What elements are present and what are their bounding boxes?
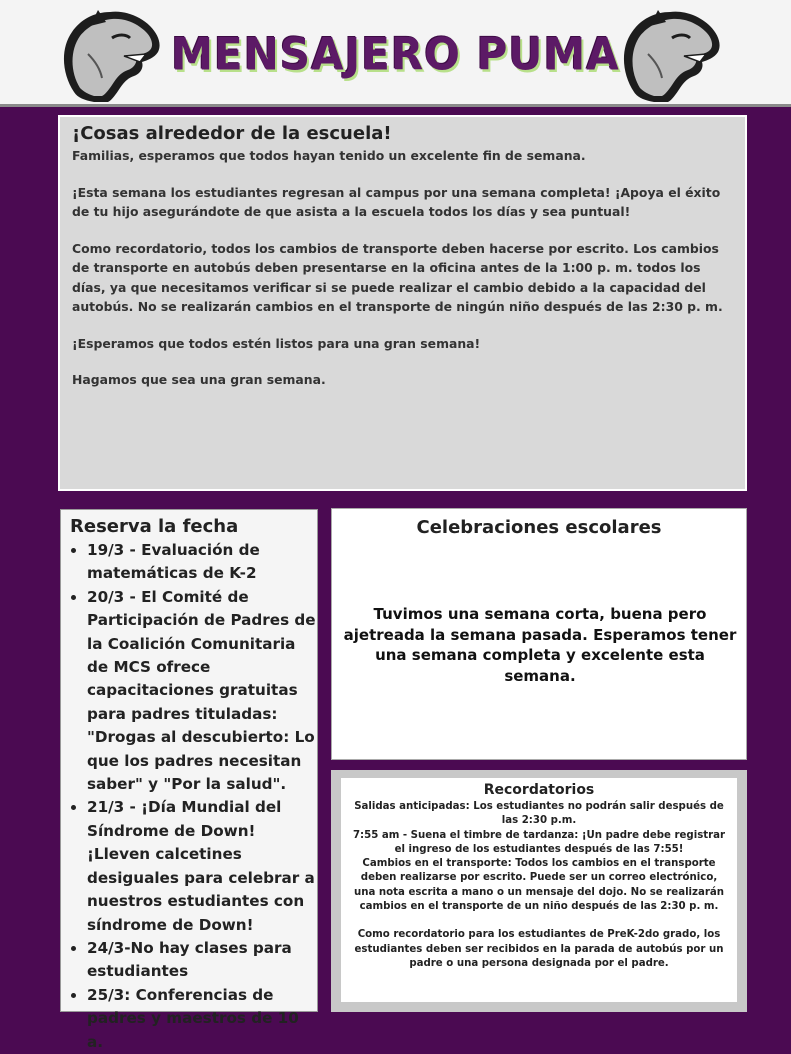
school-news-paragraph: Familias, esperamos que todos hayan tenido un excelente fin de semana. — [72, 148, 586, 163]
save-the-date-panel — [60, 509, 318, 1051]
school-news-heading: ¡Cosas alrededor de la escuela! — [72, 123, 392, 144]
reminder-line: Salidas anticipadas: Los estudiantes no podrán salir después de las 2:30 p.m. — [354, 801, 724, 827]
newsletter-header — [0, 0, 791, 107]
reminders-heading: Recordatorios — [483, 782, 595, 798]
celebrations-panel — [331, 508, 747, 760]
reminder-line: 7:55 am - Suena el timbre de tardanza: ¡Un padre debe registrar el ingreso de los estudiantes después de las 7:55! — [352, 829, 726, 855]
school-news-paragraph: ¡Esta semana los estudiantes regresan al campus por una semana completa! ¡Apoya el éxito de tu hijo asegurándote de que asista a la escuela todos los días y sea puntual! — [72, 184, 721, 219]
school-news-paragraph: Hagamos que sea una gran semana. — [72, 372, 326, 387]
school-news-panel — [58, 115, 747, 491]
reminder-line: Cambios en el transporte: Todos los cambios en el transporte deben realizarse por escrito. Puede ser un correo electrónico, una nota escrita a mano o un mensaje del dojo. No se realizarán cambios en el transporte de un niño después de las 2:30 p. m. — [353, 858, 725, 913]
save-the-date-list — [70, 539, 317, 1054]
reminders-card — [341, 778, 737, 1002]
reminder-note: Como recordatorio para los estudiantes de PreK-2do grado, los estudiantes deben ser recibidos en la parada de autobús por un padre o una persona designada por el padre. — [354, 929, 724, 969]
save-the-date-heading: Reserva la fecha — [70, 516, 239, 537]
celebrations-message: Tuvimos una semana corta, buena pero ajetreada la semana pasada. Esperamos tener una semana completa y excelente esta semana. — [343, 605, 737, 685]
list-item: • 21/3 - ¡Día Mundial del Síndrome de Down! ¡Lleven calcetines desiguales para celebrar a nuestros estudiantes con síndrome de Down! — [87, 796, 317, 936]
school-news-paragraph: Como recordatorio, todos los cambios de transporte deben hacerse por escrito. Los cambios de transporte en autobús deben presentarse en la oficina antes de la 1:00 p. m. todos los días, ya que necesitamos verificar si se puede realizar el cambio debido a la capacidad del autobús. No se realizarán cambios en el transporte de ningún niño después de las 2:30 p. m. — [72, 240, 723, 314]
list-item: • 24/3-No hay clases para estudiantes — [87, 937, 317, 984]
celebrations-heading: Celebraciones escolares — [416, 517, 662, 538]
reminders-panel — [331, 770, 747, 1012]
list-item: • 25/3: Conferencias de padres y maestros de 10 a. — [87, 984, 317, 1054]
school-news-paragraph: ¡Esperamos que todos estén listos para una gran semana! — [72, 335, 481, 351]
puma-head-icon — [614, 4, 724, 102]
newsletter-title: MENSAJERO PUMA — [171, 28, 620, 81]
list-item: • 19/3 - Evaluación de matemáticas de K-2 — [87, 539, 317, 586]
list-item: • 20/3 - El Comité de Participación de Padres de la Coalición Comunitaria de MCS ofrece capacitaciones gratuitas para padres tituladas: "Drogas al descubierto: Lo que los padres necesitan saber" y "Por la salud". — [87, 586, 317, 797]
